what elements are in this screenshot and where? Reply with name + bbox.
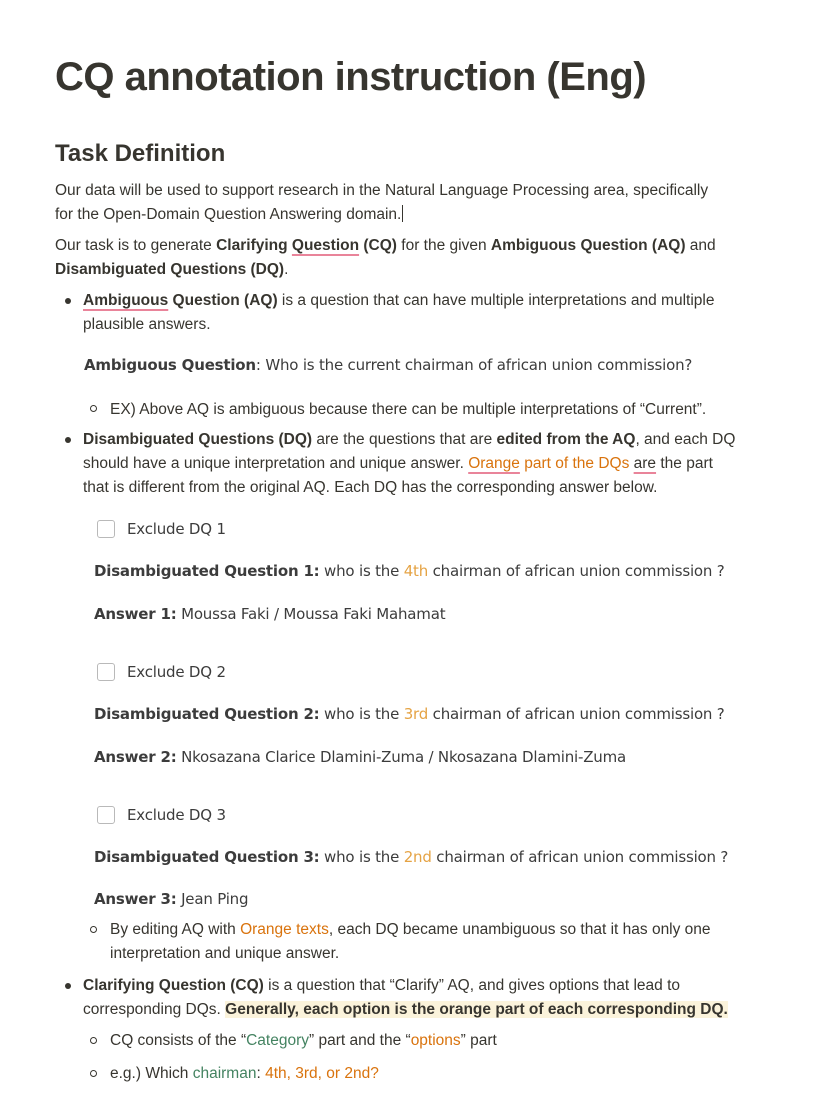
bullet-dot xyxy=(65,983,71,989)
bullet-dot xyxy=(65,437,71,443)
exclude-dq-1-label: Exclude DQ 1 xyxy=(127,520,226,538)
exclude-dq-2-label: Exclude DQ 2 xyxy=(127,663,226,681)
intro-line-1: Our data will be used to support research in the Natural Language Processing area, specifically xyxy=(55,182,709,199)
dq-bullet-text: Disambiguated Questions (DQ) are the questions that are edited from the AQ, and each DQ should have a unique interpretation and unique answer. Orange part of the DQs are the part that is different from the original AQ. Each DQ has the corresponding answer below. xyxy=(83,431,736,496)
aq-ex-note: EX) Above AQ is ambiguous because there can be multiple interpretations of “Current”. xyxy=(110,401,707,418)
exclude-dq-2-checkbox[interactable] xyxy=(97,663,115,681)
bullet-dot xyxy=(65,298,71,304)
dq-2-answer: Answer 2: Nkosazana Clarice Dlamini-Zuma / Nkosazana Dlamini-Zuma xyxy=(94,748,626,766)
cq-sub-2: e.g.) Which chairman: 4th, 3rd, or 2nd? xyxy=(110,1065,379,1082)
intro-line-2: for the Open-Domain Question Answering domain. xyxy=(55,206,402,223)
sub-bullet-circle xyxy=(90,1070,97,1077)
text-cursor xyxy=(402,205,403,222)
dq-note: By editing AQ with Orange texts, each DQ became unambiguous so that it has only one interpretation and unique answer. xyxy=(110,921,711,962)
dq-1-answer: Answer 1: Moussa Faki / Moussa Faki Mahamat xyxy=(94,605,446,623)
exclude-dq-1-checkbox[interactable] xyxy=(97,520,115,538)
intro-paragraph xyxy=(55,179,755,227)
dq-2-question: Disambiguated Question 2: who is the 3rd chairman of african union commission ? xyxy=(94,705,725,723)
task-line-1: Our task is to generate Clarifying Question (CQ) for the given Ambiguous Question (AQ) and xyxy=(55,237,716,254)
sub-bullet-circle xyxy=(90,405,97,412)
cq-sub-1: CQ consists of the “Category” part and the “options” part xyxy=(110,1032,497,1049)
dq-3-answer: Answer 3: Jean Ping xyxy=(94,890,249,908)
task-line-2: Disambiguated Questions (DQ). xyxy=(55,261,289,278)
sub-bullet-circle xyxy=(90,1037,97,1044)
section-heading-task-definition: Task Definition xyxy=(55,140,226,167)
aq-example: Ambiguous Question: Who is the current chairman of african union commission? xyxy=(84,356,693,374)
exclude-dq-3-checkbox[interactable] xyxy=(97,806,115,824)
cq-bullet-text: Clarifying Question (CQ) is a question that “Clarify” AQ, and gives options that lead to corresponding DQs. Generally, each option is the orange part of each corresponding DQ. xyxy=(83,977,728,1018)
dq-1-question: Disambiguated Question 1: who is the 4th chairman of african union commission ? xyxy=(94,562,725,580)
page-title: CQ annotation instruction (Eng) xyxy=(55,55,647,99)
dq-3-question: Disambiguated Question 3: who is the 2nd chairman of african union commission ? xyxy=(94,848,729,866)
aq-bullet-text: Ambiguous Question (AQ) is a question that can have multiple interpretations and multiple plausible answers. xyxy=(83,292,715,333)
exclude-dq-3-label: Exclude DQ 3 xyxy=(127,806,226,824)
sub-bullet-circle xyxy=(90,926,97,933)
task-paragraph xyxy=(55,234,755,282)
